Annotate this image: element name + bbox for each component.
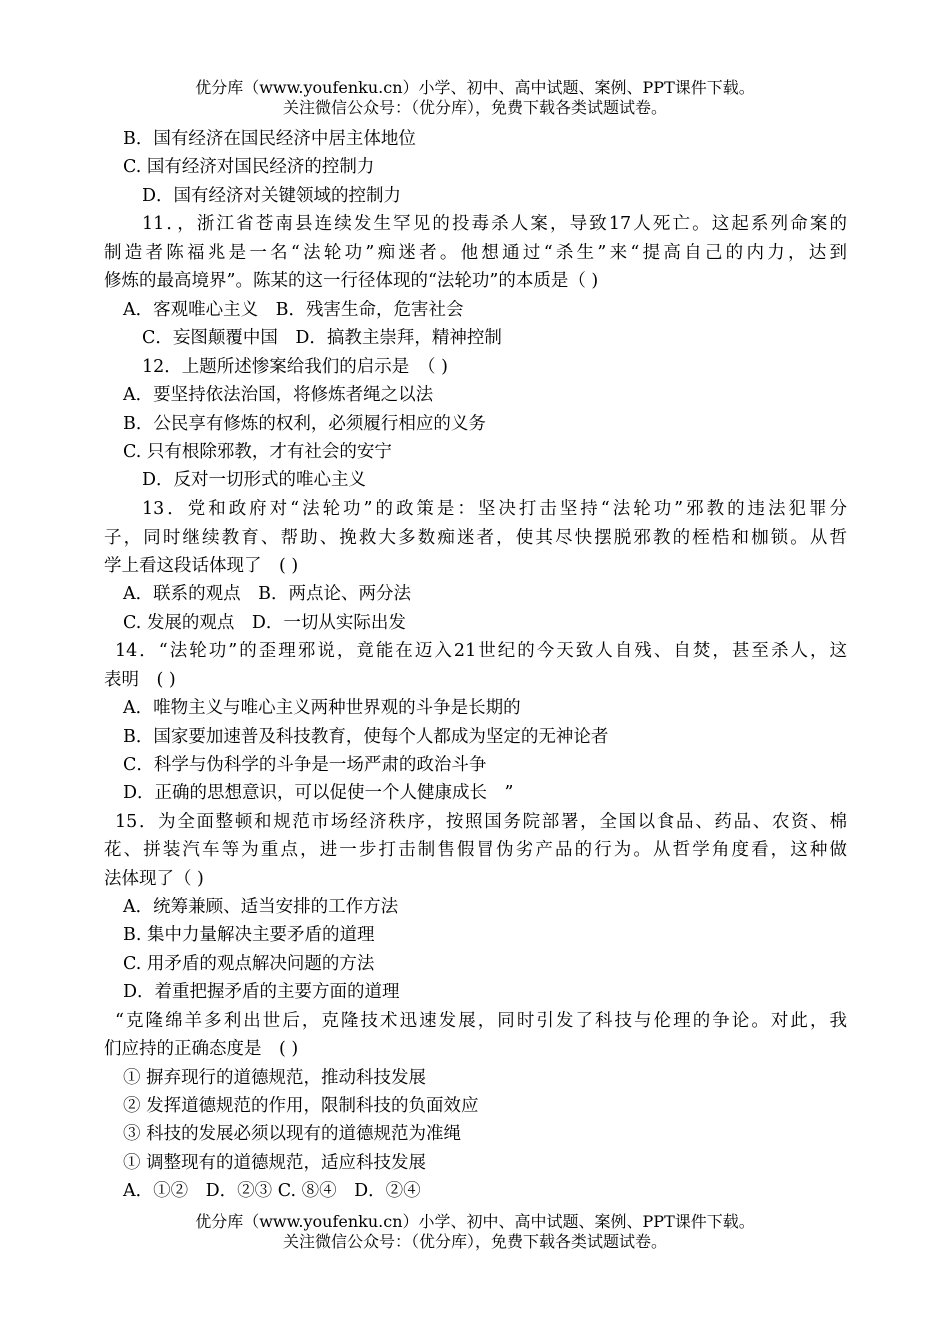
question-13-line: 子，同时继续教育、帮助、挽救大多数痴迷者，使其尽快摆脱邪教的桎梏和枷锁。从哲 — [104, 528, 847, 548]
option-line: B. 集中力量解决主要矛盾的道理 — [123, 925, 375, 945]
option-line: C. 用矛盾的观点解决问题的方法 — [123, 954, 375, 974]
question-15-line: 法体现了（ ) — [104, 869, 204, 889]
option-line: A．联系的观点 B．两点论、两分法 — [123, 584, 411, 604]
question-14-line: 14．“法轮功”的歪理邪说，竟能在迈入21世纪的今天致人自残、自焚，甚至杀人，这 — [115, 641, 847, 661]
question-13-line: 学上看这段话体现了 ( ) — [104, 556, 299, 576]
option-line: A．客观唯心主义 B．残害生命，危害社会 — [123, 300, 464, 320]
option-line: A．①② D．②③ C. ⑧④ D．②④ — [123, 1181, 421, 1201]
statement-line: ② 发挥道德规范的作用，限制科技的负面效应 — [123, 1096, 479, 1116]
option-line: C. 只有根除邪教，才有社会的安宁 — [123, 442, 392, 462]
statement-line: ① 摒弃现行的道德规范，推动科技发展 — [123, 1068, 427, 1088]
option-line: D．着重把握矛盾的主要方面的道理 — [123, 982, 400, 1002]
footer-line-1: 优分库（www.youfenku.cn）小学、初中、高中试题、案例、PPT课件下载。 — [195, 1212, 755, 1231]
header-line-2: 关注微信公众号：（优分库），免费下载各类试题试卷。 — [282, 98, 667, 117]
option-line: C．科学与伪科学的斗争是一场严肃的政治斗争 — [123, 755, 487, 775]
statement-line: ③ 科技的发展必须以现有的道德规范为准绳 — [123, 1124, 462, 1144]
header-line-1: 优分库（www.youfenku.cn）小学、初中、高中试题、案例、PPT课件下载。 — [195, 78, 755, 97]
option-line: A．统筹兼顾、适当安排的工作方法 — [123, 897, 399, 917]
question-16-line: 们应持的正确态度是 ( ) — [104, 1039, 299, 1059]
option-line: C. 发展的观点 D．一切从实际出发 — [123, 613, 406, 633]
question-11-line: 修炼的最高境界”。陈某的这一行径体现的“法轮功”的本质是（ ) — [104, 271, 599, 291]
option-line: D．正确的思想意识，可以促使一个人健康成长 ” — [123, 783, 514, 803]
option-line: D．国有经济对关键领域的控制力 — [142, 186, 402, 206]
option-line: B．公民享有修炼的权利，必须履行相应的义务 — [123, 414, 486, 434]
footer-line-2: 关注微信公众号：（优分库），免费下载各类试题试卷。 — [282, 1232, 667, 1251]
question-14-line: 表明 ( ) — [104, 670, 176, 690]
question-16-line: “克隆绵羊多利出世后，克隆技术迅速发展，同时引发了科技与伦理的争论。对此，我 — [115, 1011, 847, 1031]
question-13-line: 13．党和政府对“法轮功”的政策是：坚决打击坚持“法轮功”邪教的违法犯罪分 — [142, 499, 847, 519]
question-11-line: 制造者陈福兆是一名“法轮功”痴迷者。他想通过“杀生”来“提高自己的内力，达到 — [104, 243, 847, 263]
option-line: C．妄图颠覆中国 D．搞教主崇拜，精神控制 — [142, 328, 502, 348]
statement-line: ① 调整现有的道德规范，适应科技发展 — [123, 1153, 427, 1173]
page-footer — [0, 1212, 950, 1252]
question-15-line: 花、拼装汽车等为重点，进一步打击制售假冒伪劣产品的行为。从哲学角度看，这种做 — [104, 840, 847, 860]
option-line: C. 国有经济对国民经济的控制力 — [123, 157, 375, 177]
question-12-line: 12．上题所述惨案给我们的启示是 （ ) — [142, 357, 448, 377]
option-line: A．要坚持依法治国，将修炼者绳之以法 — [123, 385, 434, 405]
question-11-line: 11．，浙江省苍南县连续发生罕见的投毒杀人案，导致17人死亡。这起系列命案的 — [142, 214, 847, 234]
option-line: B．国有经济在国民经济中居主体地位 — [123, 129, 416, 149]
option-line: B．国家要加速普及科技教育，使每个人都成为坚定的无神论者 — [123, 727, 609, 747]
option-line: A．唯物主义与唯心主义两种世界观的斗争是长期的 — [123, 698, 521, 718]
question-15-line: 15．为全面整顿和规范市场经济秩序，按照国务院部署，全国以食品、药品、农资、棉 — [115, 812, 847, 832]
page-header — [0, 78, 950, 118]
option-line: D．反对一切形式的唯心主义 — [142, 470, 367, 490]
